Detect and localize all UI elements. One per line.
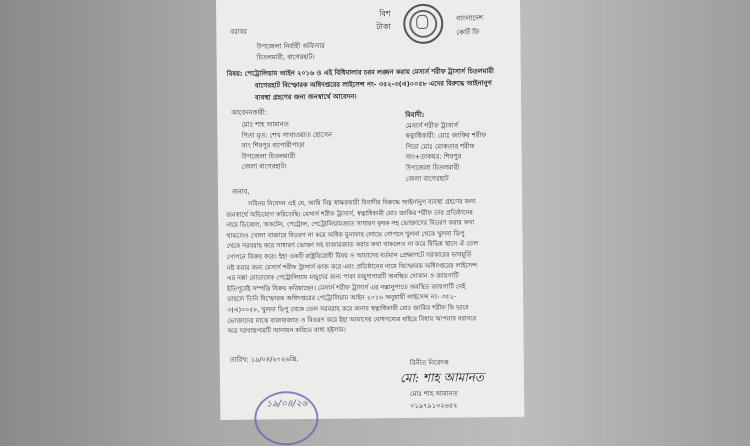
- letter-body: সবিনয় নিবেদন এই যে, আমি নিম্ন স্বাক্ষরকারী বিবাদীর বিরুদ্ধে আইনানুগ ব্যবস্থা গ্রহণের জন্য জনস্বার্থে অভিযোগ করিতেছি। মেসার্স শরীফ ট্রাসার্স, স্বত্বাধিকারী মোঃ জাকির শরীফ তার প্রতিষ্ঠানের নামে ডিজেল, অকটেন, পেট্রোল, পেট্রোলিয়ামজাত সাধারণ কৃষক সহ ভোক্তাদের বিতরণ করার কথা থাকলেও খোলা বাজারে বিতরণ না করে অধিক মুনাফার লোভে গোপনে খুলনা থেকে খুলনা ডিপু থেকে সরবরাহ করে সাধারণ ভোক্তা সহ বাজারজাত করার কথা থাকলেও না করে বিভিন্ন স্থানে ঐ তেল গোপনে বিক্রয় করে। ইহা একটি রাষ্ট্রবিরোধী বিষয় ও আমাদের বর্তমান প্রেক্ষাপটে সরকারের ভাবমূর্তি নষ্ট করার জন্য মেসার্স শরীফ ট্রাসার্স কাজ করে এবং প্রতিষ্ঠানের নামে বিস্ফোরক অধিদপ্তরের লাইসেন্স এর নক্সা মোতাবেক পেট্রোলিয়াম মজুদের জন্য পাকা মজুদাগারটি অবস্থিত দোকান ও জায়গাটি ইতিপূর্বেই সম্পত্তি বিক্রয় করিয়াছেন। মেসার্স শরীফ ট্রাসার্স এর নক্সানুপাতে অবস্থিত জায়গাটি নেই তাহলে তিনি বিস্ফোরক অধিদপ্তরের পেট্রোলিয়াম আইন ২০১৬ অনুযায়ী লাইসেন্স নং- ৩৫২- ৩(এ)০০৫৮, খুলনা ডিপু থেকে তেল সরবরাহ করে জনাব স্বত্বাধিকারী মোঃ জাকির শরীফ কি ভাবে ভোক্তাদের মাঝে বাজারজাত ও বিতরণ করে ইহা আমাদের বোধগম্যের বাইরে বিধায় আপনার বরাবরে অত্র দরখাস্তপত্রটি আনায়ন করিতে বাধ্য হইলাম।: [226, 198, 479, 336]
- subject-label: বিষয়:: [226, 69, 243, 78]
- closing-label: বিনীত নিবেদক: [409, 358, 449, 367]
- greeting: জনাব,: [231, 187, 250, 196]
- letter-date: তারিখ: ১৯/০৪/২০২৬খ্রি.: [229, 355, 299, 364]
- court-fee-currency: টাকা: [376, 22, 391, 32]
- salutation: বরাবর: [230, 27, 247, 36]
- recipient-line: উপজেলা নির্বাহী অফিসার: [256, 41, 325, 51]
- received-seal: ১৯/০৪/২৬: [254, 391, 319, 446]
- court-fee-label: কোর্ট ফি: [456, 28, 480, 37]
- signer-phone: ০১৯৭৯১৩২৬৫২: [410, 401, 458, 410]
- subject-line: বাগেরহাট বিস্ফোরক অধিদপ্তরের লাইসেন্স নং- ৩৫২-৩(এ)০০৫৮ এদের বিরুদ্ধে আইনানুগ: [254, 79, 492, 90]
- subject: বিষয়: পেট্রোলিয়াম আইন ২০১৬ ও এই বিধিমালার চরম লঙ্ঘন করায় মেসার্স শরীফ ট্রাসার্স চিতলমারী: [226, 67, 494, 78]
- subject-line: ব্যবস্থা গ্রহণের জন্য জনস্বার্থে আবেদন।: [254, 92, 357, 102]
- recipient-line: চিতলমারী, বাগেরহাট।: [256, 52, 315, 62]
- applicant-heading: আবেদনকারী:: [231, 108, 267, 117]
- court-fee-emblem-icon: [403, 4, 443, 44]
- signature: মো: শাহ আমানত: [399, 370, 484, 386]
- court-fee-country: বাংলাদেশ: [456, 14, 484, 23]
- court-fee-value: বিশ: [379, 9, 391, 19]
- application-letter: [216, 0, 524, 420]
- signer-name: মোঃ শাহ আমানত: [410, 389, 458, 398]
- respondent-details: বিবাদী: মেসার্স শরীফ ট্রাসার্স স্বত্বাধিকারী: মোঃ জাকির শরীফ পিতা মোঃ মোকতার শরীফ সাং+ডাকঘর: শিবপুর উপজেলা চিতলমারী জেলা বাগেরহাট: [405, 110, 487, 183]
- applicant-details: মোঃ শাহ আমানত পিতা মৃত: শেখ সাখাওয়াত হোসেন সাং শিবপুর ব্যাপারীপাড়া উপজেলা চিতলমারী জেলা বাগেরহাট।: [241, 120, 332, 172]
